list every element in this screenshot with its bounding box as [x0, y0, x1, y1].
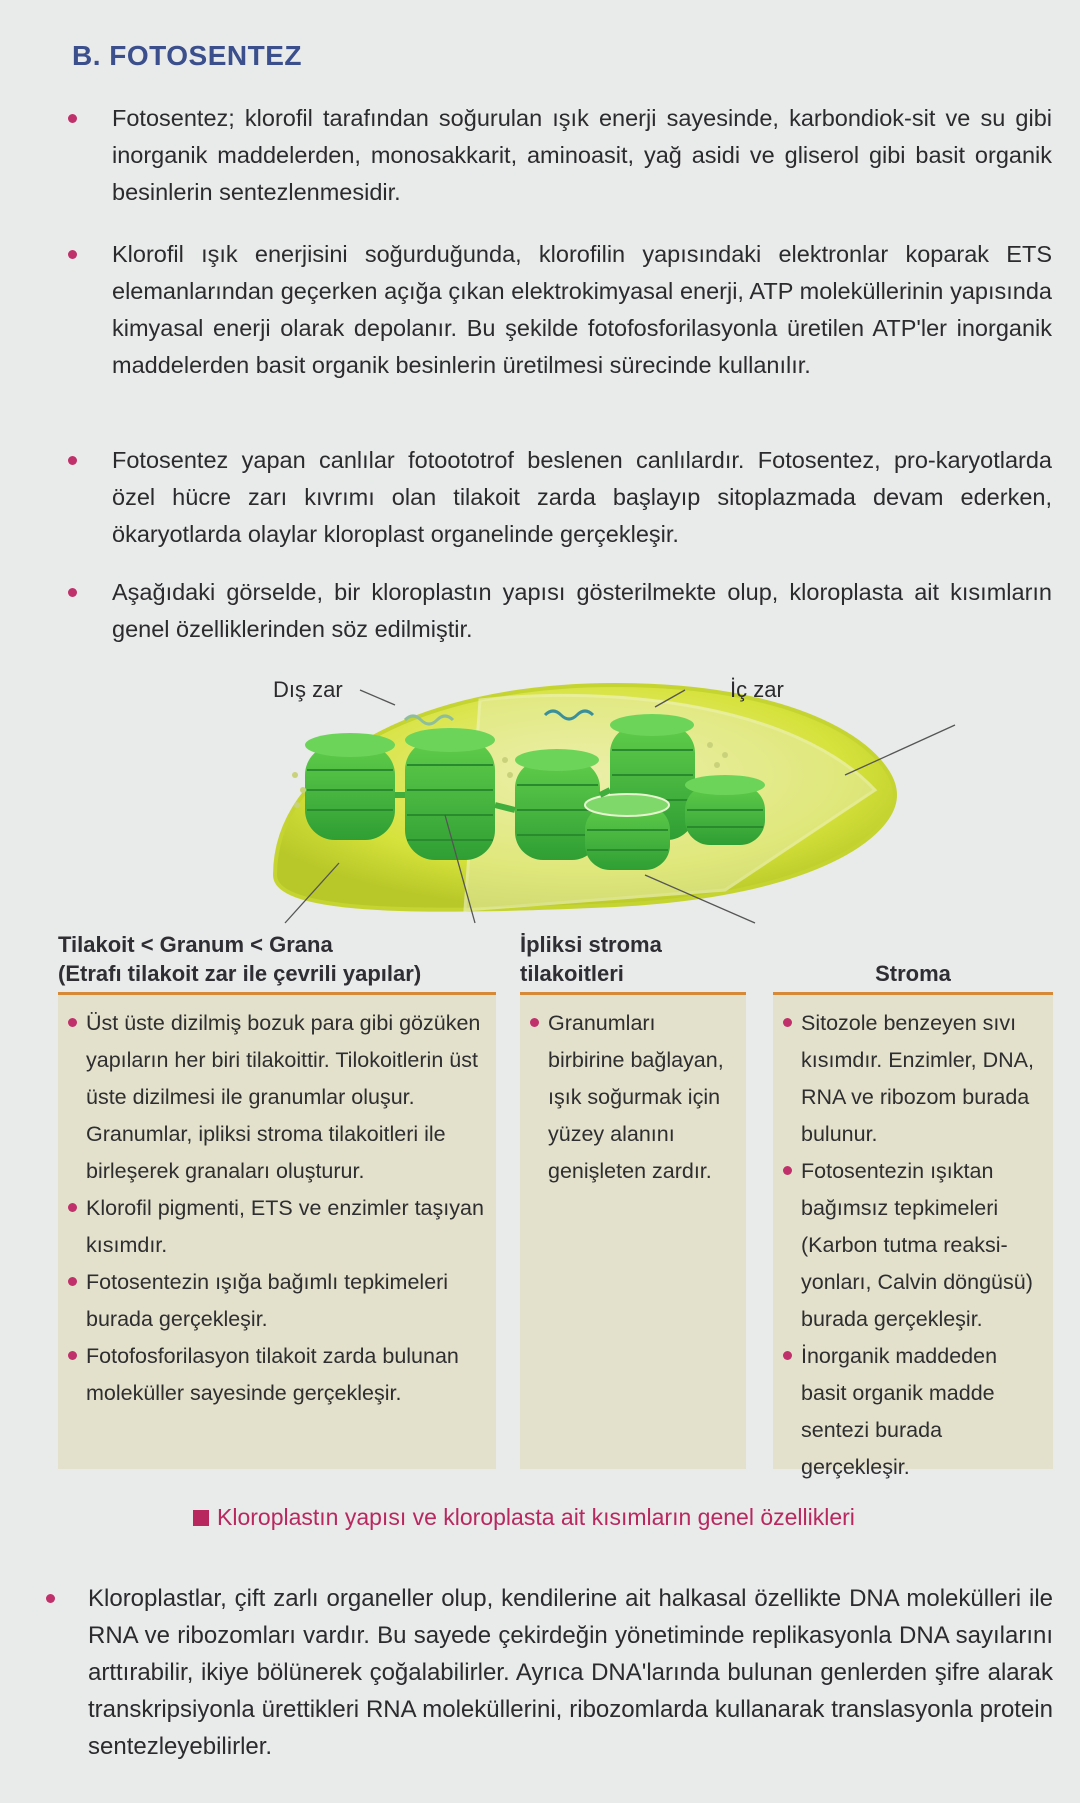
list-item — [72, 1338, 486, 1412]
bullet-dot — [68, 1018, 77, 1027]
column-body — [773, 995, 1053, 1479]
bullet-dot — [68, 588, 77, 597]
column-ipliksi-stroma — [520, 930, 746, 1469]
paragraph-3 — [62, 442, 1052, 553]
bullet-dot — [783, 1166, 792, 1175]
label-inner-membrane: İç zar — [730, 677, 784, 702]
list-item — [72, 1190, 486, 1264]
paragraph-1 — [62, 100, 1052, 211]
column-stroma — [773, 930, 1053, 1479]
bullet-dot — [68, 1203, 77, 1212]
item-text: Üst üste dizilmiş bozuk para gibi gözüken yapıların her biri tilakoittir. Tilokoitlerin üst üste dizilmesi ile granumlar oluşur. Granumlar, ipliksi stroma tilakoitleri ile birleşerek granaları oluşturur. — [86, 1011, 481, 1183]
item-text: Fotofosforilasyon tilakoit zarda bulunan moleküller sayesinde gerçekleşir. — [86, 1344, 459, 1405]
item-text: Fotosentezin ışıktan bağımsız tepkimeleri (Karbon tutma reaksi-yonları, Calvin döngüsü) burada gerçekleşir. — [801, 1159, 1033, 1331]
column-heading — [520, 930, 746, 988]
caption-text: Kloroplastın yapısı ve kloroplasta ait kısımların genel özellikleri — [217, 1504, 855, 1530]
bullet-dot — [68, 1277, 77, 1286]
chloroplast-illustration — [255, 665, 975, 925]
paragraph-5 — [58, 1580, 1053, 1765]
paragraph-text: Aşağıdaki görselde, bir kloroplastın yapısı gösterilmekte olup, kloroplasta ait kısımların genel özelliklerinden söz edilmiştir. — [112, 579, 1052, 642]
column-body — [58, 995, 496, 1469]
section-title: B. FOTOSENTEZ — [72, 40, 302, 71]
item-text: Granumları birbirine bağlayan, ışık soğurmak için yüzey alanını genişleten zardır. — [548, 1011, 724, 1183]
list-item — [72, 1005, 486, 1190]
item-text: Fotosentezin ışığa bağımlı tepkimeleri burada gerçekleşir. — [86, 1270, 449, 1331]
bullet-dot — [46, 1594, 55, 1603]
granum-left — [305, 733, 395, 840]
granum-right-4 — [685, 775, 765, 845]
bullet-dot — [68, 250, 77, 259]
bullet-dot — [68, 114, 77, 123]
paragraph-2 — [62, 236, 1052, 384]
column-body — [520, 995, 746, 1469]
granum-middle — [405, 728, 495, 860]
item-text: Sitozole benzeyen sıvı kısımdır. Enzimler, DNA, RNA ve ribozom burada bulunur. — [801, 1011, 1034, 1146]
bullet-dot — [783, 1351, 792, 1360]
list-item — [787, 1338, 1043, 1486]
list-item — [72, 1264, 486, 1338]
heading-line — [773, 930, 1053, 959]
item-text: Klorofil pigmenti, ETS ve enzimler taşıyan kısımdır. — [86, 1196, 484, 1257]
bullet-dot — [68, 456, 77, 465]
bullet-dot — [68, 1351, 77, 1360]
figure-caption — [193, 1504, 855, 1531]
paragraph-text: Fotosentez; klorofil tarafından soğurulan ışık enerji sayesinde, karbondiok-sit ve su gibi inorganik maddelerden, monosakkarit, aminoasit, yağ asidi ve gliserol gibi basit organik besinlerin sentezlenmesidir. — [112, 105, 1052, 205]
properties-table — [58, 930, 1058, 1490]
item-text: İnorganik maddeden basit organik madde sentezi burada gerçekleşir. — [801, 1344, 998, 1479]
heading-line: tilakoitleri — [520, 961, 624, 986]
list-item — [787, 1005, 1043, 1153]
column-heading — [773, 930, 1053, 988]
bullet-dot — [530, 1018, 539, 1027]
heading-line: Stroma — [875, 961, 951, 986]
paragraph-text: Fotosentez yapan canlılar fotoototrof beslenen canlılardır. Fotosentez, pro-karyotlarda özel hücre zarı kıvrımı olan tilakoit zarda başlayıp sitoplazmada devam ederken, ökaryotlarda olaylar kloroplast organelinde gerçekleşir. — [112, 447, 1052, 547]
caption-square-icon — [193, 1510, 209, 1526]
heading-line: (Etrafı tilakoit zar ile çevrili yapılar) — [58, 961, 422, 986]
list-item — [787, 1153, 1043, 1338]
paragraph-text: Klorofil ışık enerjisini soğurduğunda, klorofilin yapısındaki elektronlar koparak ETS elemanlarından geçerken açığa çıkan elektrokimyasal enerji, ATP moleküllerinin yapısında kimyasal enerji olarak depolanır. Bu şekilde fotofosforilasyonla üretilen ATP'ler inorganik maddelerden basit organik besinlerin üretilmesi sürecinde kullanılır. — [112, 241, 1052, 378]
heading-line: Tilakoit < Granum < Grana — [58, 932, 333, 957]
granum-right-3 — [585, 794, 670, 870]
chloroplast-figure — [255, 665, 975, 925]
paragraph-text: Kloroplastlar, çift zarlı organeller olup, kendilerine ait halkasal özellikte DNA molekülleri ile RNA ve ribozomları vardır. Bu sayede çekirdeğin yönetiminde replikasyonla DNA sayılarını arttırabilir, ikiye bölünerek çoğalabilirler. Ayrıca DNA'larında bulunan genlerden şifre alarak transkripsiyonla ürettikleri RNA moleküllerini, ribozomlarda kullanarak translasyonla protein sentezleyebilirler. — [88, 1585, 1053, 1760]
list-item — [534, 1005, 736, 1190]
column-tilakoit — [58, 930, 496, 1469]
label-outer-membrane: Dış zar — [273, 677, 343, 702]
column-heading — [58, 930, 496, 988]
heading-line: İpliksi stroma — [520, 932, 662, 957]
paragraph-4 — [62, 574, 1052, 648]
bullet-dot — [783, 1018, 792, 1027]
